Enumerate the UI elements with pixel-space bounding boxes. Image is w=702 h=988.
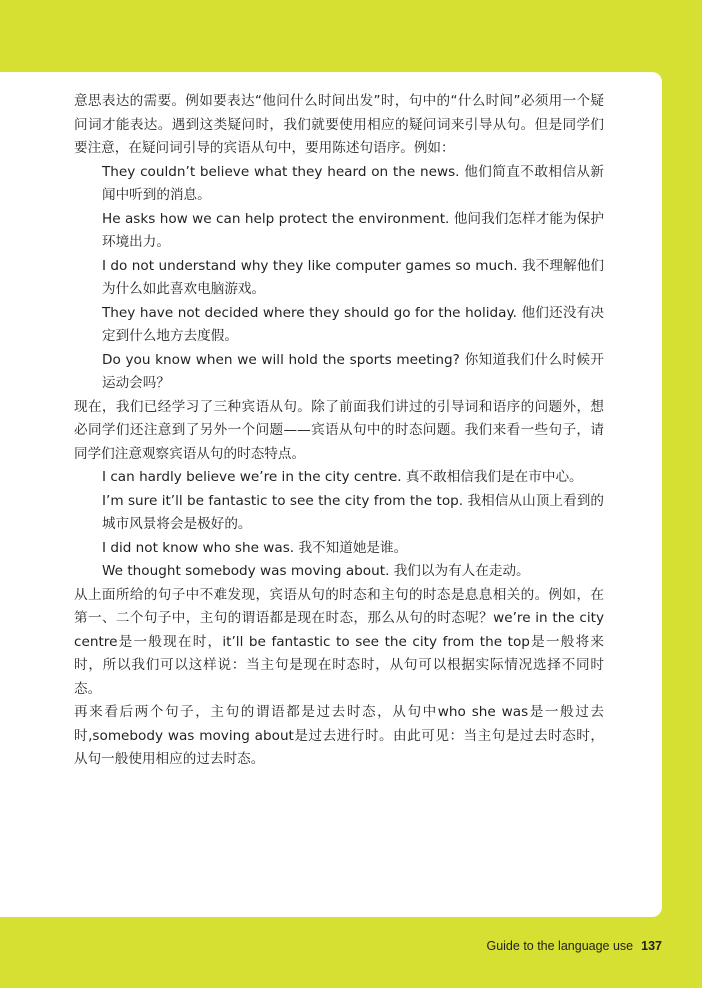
page-sheet — [0, 72, 662, 917]
example-sentence-3: I do not understand why they like computer games so much. 我不理解他们为什么如此喜欢电脑游戏。 — [102, 257, 604, 297]
example-sentence-5: Do you know when we will hold the sports meeting? 你知道我们什么时候开运动会吗？ — [102, 351, 604, 391]
paragraph-past-tense: 再来看后两个句子，主句的谓语都是过去时态，从句中who she was是一般过去时,somebody was moving about是过去进行时。由此可见：当主句是过去时态时，从句一般使用相应的过去时态。 — [74, 704, 604, 767]
example-sentence-1: They couldn’t believe what they heard on the news. 他们简直不敢相信从新闻中听到的消息。 — [102, 163, 604, 203]
example-sentence-8: I did not know who she was. 我不知道她是谁。 — [102, 539, 408, 556]
page-footer — [486, 939, 662, 953]
footer-label: Guide to the language use — [486, 939, 634, 953]
body-text — [74, 90, 604, 772]
example-sentence-9: We thought somebody was moving about. 我们以为有人在走动。 — [102, 563, 530, 579]
example-sentence-4: They have not decided where they should go for the holiday. 他们还没有决定到什么地方去度假。 — [102, 304, 604, 344]
example-sentence-2: He asks how we can help protect the environment. 他问我们怎样才能为保护环境出力。 — [102, 210, 604, 250]
paragraph-intro: 意思表达的需要。例如要表达“他问什么时间出发”时，句中的“什么时间”必须用一个疑问词才能表达。遇到这类疑问时，我们就要使用相应的疑问词来引导从句。但是同学们要注意，在疑问词引导的宾语从句中，要用陈述句语序。例如： — [74, 93, 604, 156]
paragraph-tense-intro: 现在，我们已经学习了三种宾语从句。除了前面我们讲过的引导词和语序的问题外，想必同学们还注意到了另外一个问题——宾语从句中的时态问题。我们来看一些句子，请同学们注意观察宾语从句的时态特点。 — [74, 398, 604, 462]
example-sentence-7: I’m sure it’ll be fantastic to see the city from the top. 我相信从山顶上看到的城市风景将会是极好的。 — [102, 492, 604, 532]
page-number: 137 — [641, 939, 662, 953]
example-sentence-6: I can hardly believe we’re in the city centre. 真不敢相信我们是在市中心。 — [102, 469, 583, 485]
paragraph-present-tense: 从上面所给的句子中不难发现，宾语从句的时态和主句的时态是息息相关的。例如，在第一、二个句子中，主句的谓语都是现在时态，那么从句的时态呢？we’re in the city centre是一般现在时，it’ll be fantastic to see the city from the top是一般将来时，所以我们可以这样说：当主句是现在时态时，从句可以根据实际情况选择不同时态。 — [74, 586, 604, 697]
